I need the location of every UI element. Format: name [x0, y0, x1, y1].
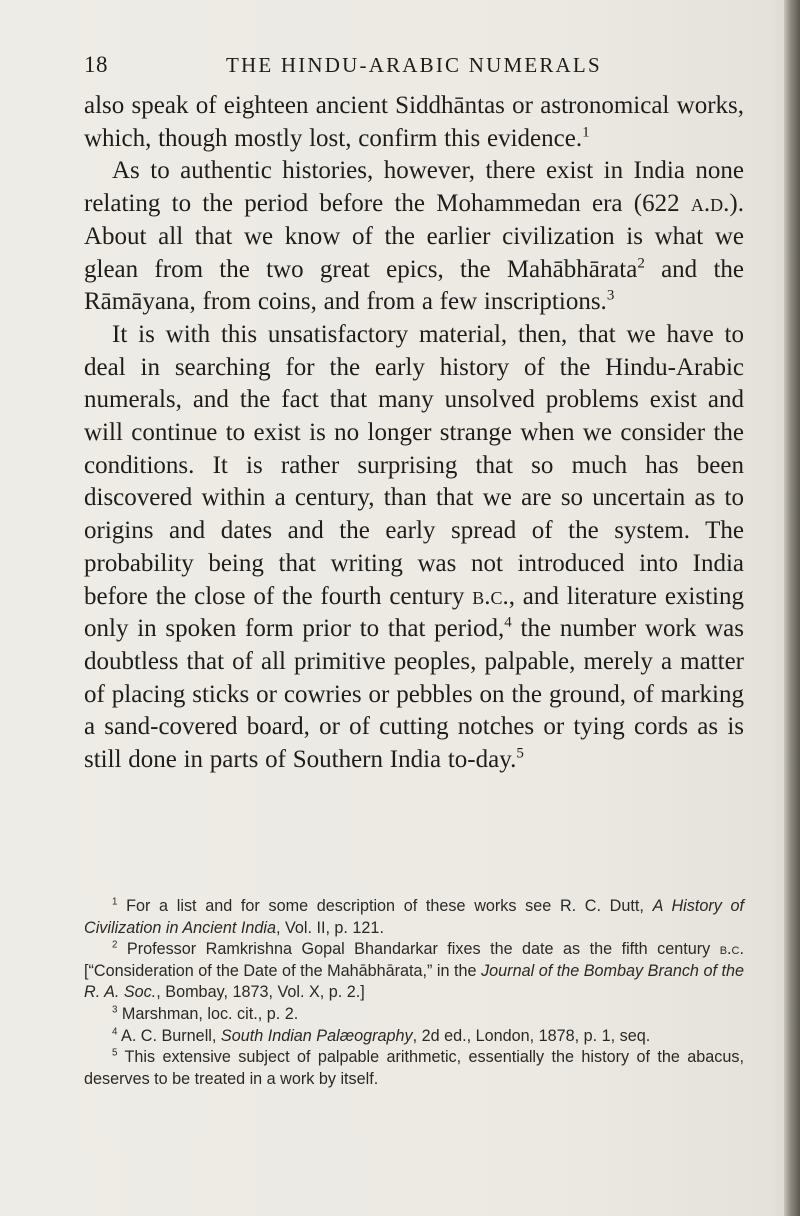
footnote-ref-2: 2 — [637, 255, 645, 272]
footnote-mark: 1 — [112, 896, 118, 908]
era-abbrev-ad: a.d. — [690, 190, 730, 218]
page-header — [0, 52, 800, 82]
era-abbrev-bc: b.c. — [719, 940, 744, 959]
footnote-mark: 5 — [112, 1047, 118, 1059]
footnote-mark: 3 — [112, 1004, 118, 1016]
footnote-1 — [84, 896, 744, 939]
paragraph-2 — [84, 155, 744, 319]
footnote-title: South Indian Palæography — [220, 1026, 413, 1045]
paragraph-3-text-b: , and literature existing only in spoken form prior to that period, — [84, 582, 745, 643]
footnote-text: , 2d ed., London, 1878, p. 1, seq. — [412, 1026, 651, 1045]
footnote-title: A History of Civilization in Ancient India — [84, 897, 744, 937]
footnote-text: Marshman, loc. cit., p. 2. — [121, 1004, 299, 1023]
footnote-ref-1: 1 — [582, 124, 590, 141]
era-abbrev-bc: b.c. — [472, 582, 509, 610]
footnote-5 — [84, 1047, 744, 1090]
footnote-text: , Vol. II, p. 121. — [275, 918, 384, 937]
footnote-title: Journal of the Bombay Branch of the R. A. Soc. — [84, 961, 744, 1002]
paragraph-3-text-a: It is with this unsatisfactory material, then, that we have to deal in searching for the early history of the Hindu-Arabic numerals, and the fact that many unsolved problems exist and will continue to exist is no longer strange when we consider the conditions. It is rather surprising that so much has been discovered within a century, than that we are so uncertain as to origins and dates and the early spread of the system. The probability being that writing was not introduced into India before the close of the fourth century — [84, 320, 744, 610]
running-head: THE HINDU-ARABIC NUMERALS — [226, 53, 602, 77]
page-number: 18 — [84, 52, 108, 77]
page-edge-shadow — [784, 0, 800, 1216]
paragraph-1 — [84, 90, 744, 155]
footnote-3 — [84, 1004, 744, 1026]
footnote-ref-4: 4 — [504, 614, 512, 631]
footnote-ref-5: 5 — [516, 745, 524, 762]
footnote-mark: 2 — [112, 939, 118, 951]
footnote-4 — [84, 1026, 744, 1048]
footnote-text: A. C. Burnell, — [121, 1026, 221, 1045]
footnote-mark: 4 — [112, 1026, 118, 1038]
footnote-text: For a list and for some description of these works see R. C. Dutt, — [126, 897, 653, 915]
paragraph-2-text-c: and the Rāmāyana, from coins, and from a few inscriptions. — [84, 255, 744, 316]
paragraph-3 — [84, 319, 744, 777]
footnotes — [84, 896, 744, 1090]
body-text — [84, 90, 744, 777]
paragraph-2-text-b: ). About all that we know of the earlier civilization is what we glean from the two great epics, the Mahābhārata — [84, 190, 744, 283]
footnote-text: Professor Ramkrishna Gopal Bhandarkar fixes the date as the fifth century — [126, 940, 720, 959]
footnote-ref-3: 3 — [606, 287, 615, 304]
footnote-text: [“Consideration of the Date of the Mahābhārata,” in the — [84, 961, 482, 980]
paragraph-3-text-c: the number work was doubtless that of all primitive peoples, palpable, merely a matter of placing sticks or cowries or pebbles on the ground, of marking a sand-covered board, or of cutting notches or tying cords as is still done in parts of Southern India to-day. — [84, 615, 744, 774]
footnote-text: , Bombay, 1873, Vol. X, p. 2.] — [156, 983, 365, 1002]
footnote-2 — [84, 939, 744, 1004]
paragraph-2-text-a: As to authentic histories, however, there exist in India none relating to the period before the Mohammedan era (622 — [84, 157, 744, 218]
footnote-text: This extensive subject of palpable arithmetic, essentially the history of the abacus, deserves to be treated in a work by itself. — [84, 1048, 744, 1088]
paragraph-1-text: also speak of eighteen ancient Siddhāntas or astronomical works, which, though mostly lost, confirm this evidence. — [84, 92, 744, 152]
